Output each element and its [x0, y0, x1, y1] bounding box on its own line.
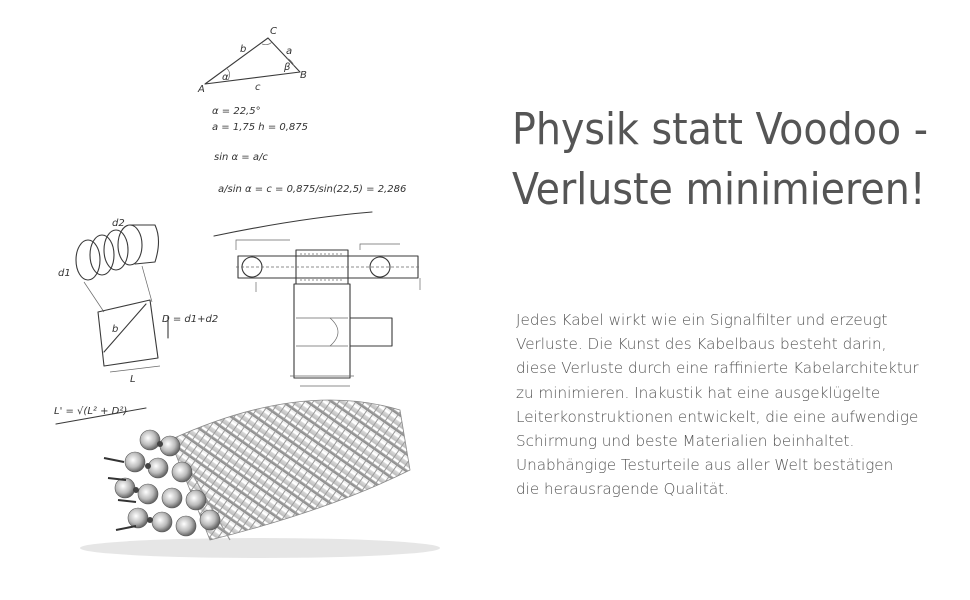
headline-line-1: Physik statt Voodoo -: [512, 104, 928, 155]
headline: [512, 100, 962, 220]
equation-1: α = 22,5°: [212, 106, 261, 117]
equations: [212, 106, 406, 236]
angle-beta-label: β: [284, 62, 291, 73]
coil-sketch: [58, 218, 159, 312]
body-line-1: Jedes Kabel wirkt wie ein Signalfilter und erzeugt: [516, 311, 888, 329]
side-c-label: c: [255, 82, 261, 93]
angle-alpha-label: α: [222, 72, 229, 83]
body-line-2: Verluste. Die Kunst des Kabelbaus besteht darin,: [516, 335, 887, 354]
side-a-label: a: [286, 46, 293, 57]
headline-line-2: Verluste minimieren!: [512, 164, 926, 215]
side-b-label: b: [240, 44, 247, 55]
equation-3: sin α = a/c: [214, 152, 268, 163]
label-d2: d2: [112, 218, 125, 229]
vertex-b-label: B: [300, 70, 307, 81]
body-line-5: Leiterkonstruktionen entwickelt, die eine aufwendige: [516, 407, 919, 426]
body-line-8: die herausragende Qualität.: [516, 480, 729, 499]
vertex-a-label: A: [198, 84, 205, 95]
label-b: b: [112, 324, 119, 335]
formula-l-prime: L' = √(L² + D²): [54, 406, 128, 417]
body-line-3: diese Verluste durch eine raffinierte Kabelarchitektur: [516, 359, 919, 378]
body-paragraph: [516, 308, 956, 502]
square-diagonal-sketch: [98, 300, 218, 385]
label-d: D = d1+d2: [162, 314, 219, 325]
length-formula: [54, 406, 146, 424]
label-d1: d1: [58, 268, 71, 279]
label-l: L: [130, 374, 136, 385]
vertex-c-label: C: [270, 26, 277, 37]
body-line-6: Schirmung und beste Materialien beinhaltet.: [516, 432, 855, 451]
technical-drawing: [236, 240, 420, 386]
triangle-sketch: [197, 26, 307, 95]
equation-2: a = 1,75 h = 0,875: [212, 122, 309, 133]
equation-4: a/sin α = c = 0,875/sin(22,5) = 2,286: [218, 184, 407, 195]
cable-engineering-illustration: [0, 0, 480, 600]
cable-rendering: [80, 400, 440, 558]
body-line-4: zu minimieren. Inakustik hat eine ausgeklügelte: [516, 383, 881, 402]
body-line-7: Unabhängige Testurteile aus aller Welt bestätigen: [516, 456, 894, 475]
